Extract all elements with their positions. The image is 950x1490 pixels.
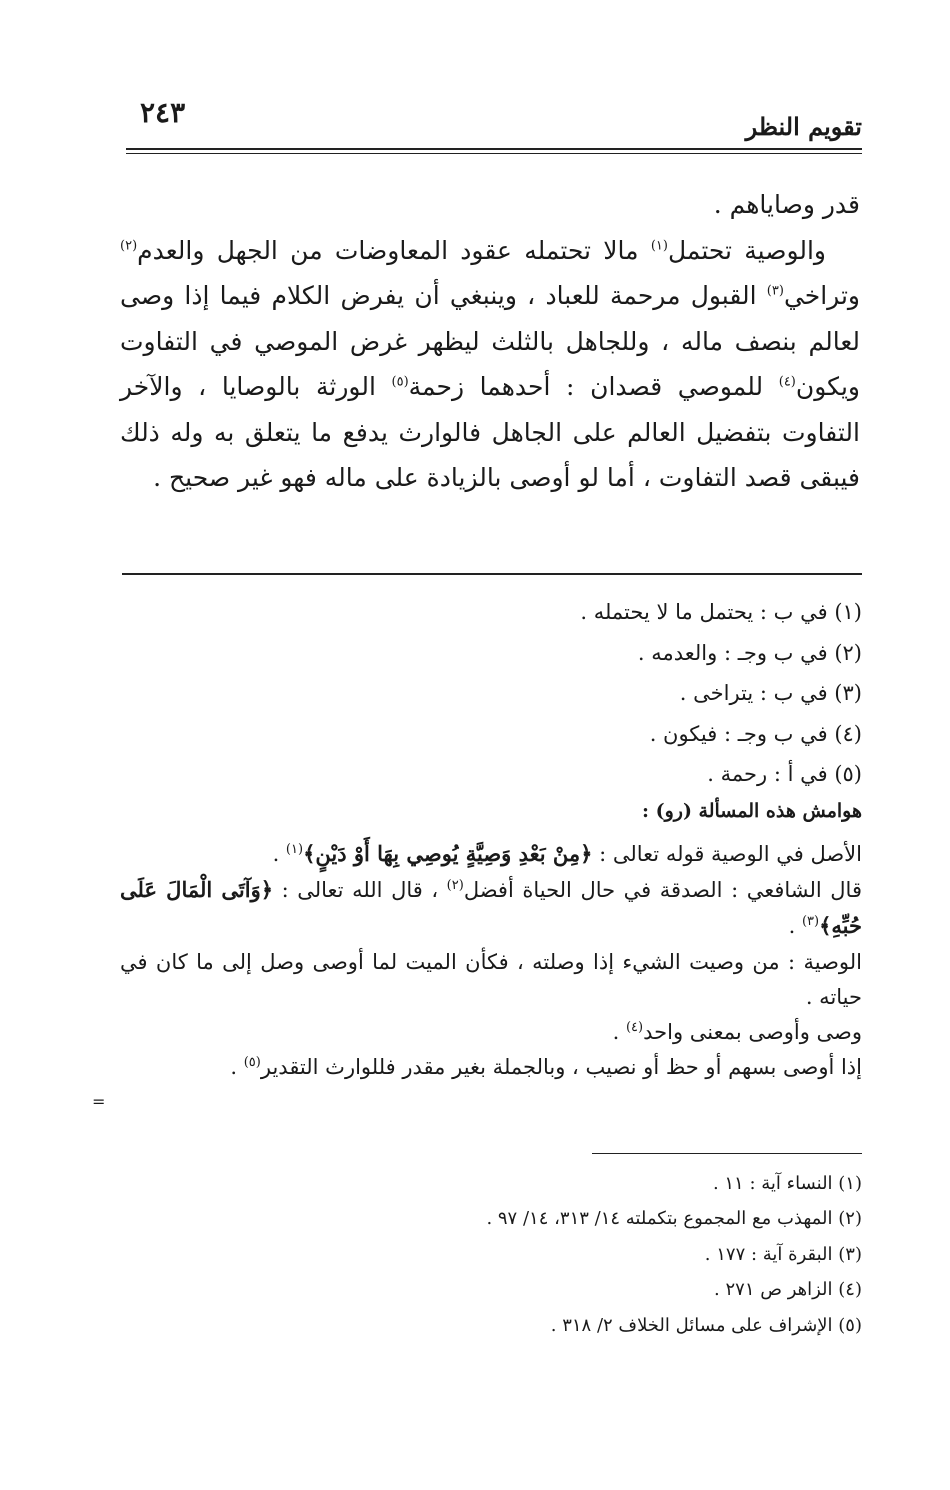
- text-run: للموصي قصدان : أحدهما زحمة: [408, 372, 779, 401]
- header-rule-thick: [126, 148, 862, 150]
- margin-line-4: [120, 1015, 862, 1050]
- footnote-5: (٥) في أ : رحمة .: [707, 762, 862, 787]
- footnote-ref: (٢): [120, 238, 138, 254]
- margin-notes-title: هوامش هذه المسألة (رو) :: [641, 800, 862, 822]
- margin-notes: [120, 836, 862, 1085]
- footnote-ref: (٤): [778, 374, 796, 390]
- sub-footnote-5: (٥) الإشراف على مسائل الخلاف ٢/ ٣١٨ .: [550, 1314, 862, 1336]
- text-run: مالا تحتمله عقود المعاوضات من الجهل والعدم: [137, 235, 651, 265]
- text-run: والوصية تحتمل: [667, 235, 826, 265]
- footnote-separator: [122, 573, 862, 575]
- quran-verse: ﴿وَآتَى الْمَالَ عَلَى حُبِّهِ﴾: [120, 877, 862, 939]
- main-text: [120, 182, 860, 501]
- header-rule-thin: [126, 153, 862, 154]
- page-number: ٢٤٣: [140, 96, 186, 129]
- footnote-3: (٣) في ب : يتراخى .: [679, 681, 862, 706]
- footnote-ref: (٥): [243, 1055, 261, 1071]
- text-run: .: [788, 914, 802, 939]
- paragraph-2: [120, 228, 860, 501]
- text-run: ، قال الله تعالى :: [273, 878, 447, 903]
- footnote-ref: (٥): [391, 374, 409, 390]
- text-run: قال الشافعي : الصدقة في حال الحياة أفضل: [463, 878, 862, 903]
- margin-line-5: [120, 1050, 862, 1085]
- margin-line-2: [120, 872, 862, 944]
- sub-footnote-1: (١) النساء آية : ١١ .: [712, 1173, 862, 1194]
- running-header-title: تقويم النظر: [745, 112, 862, 141]
- footnote-ref: (١): [650, 238, 668, 254]
- footnote-ref: (٣): [801, 914, 820, 930]
- side-mark: =: [92, 1092, 106, 1111]
- footnote-ref: (١): [285, 842, 304, 857]
- footnote-ref: (٣): [766, 283, 784, 299]
- text-run: وصى وأوصى بمعنى واحد: [643, 1020, 862, 1045]
- footnote-4: (٤) في ب وجـ : فيكون .: [649, 721, 862, 746]
- footnote-ref: (٤): [625, 1020, 644, 1036]
- margin-line-1: [120, 836, 862, 872]
- text-run: .: [272, 842, 286, 866]
- sub-footnote-separator: [592, 1153, 862, 1154]
- footnote-2: (٢) في ب وجـ : والعدمه .: [637, 640, 862, 665]
- text-run: وتراخي: [783, 281, 860, 310]
- sub-footnote-4: (٤) الزاهر ص ٢٧١ .: [714, 1279, 862, 1301]
- sub-footnotes: [122, 1166, 862, 1343]
- sub-footnote-3: (٣) البقرة آية : ١٧٧ .: [704, 1243, 862, 1265]
- paragraph-1: قدر وصاياهم .: [713, 190, 860, 219]
- footnote-1: (١) في ب : يحتمل ما لا يحتمله .: [580, 600, 862, 624]
- quran-verse: ﴿مِنْ بَعْدِ وَصِيَّةٍ يُوصِي بِهَا أَوْ دَيْنٍ﴾: [303, 841, 593, 866]
- text-run: إذا أوصى بسهم أو حظ أو نصيب ، وبالجملة بغير مقدر فللوارث التقدير: [260, 1055, 862, 1080]
- margin-line-3: الوصية : من وصيت الشيء إذا وصلته ، فكأن الميت لما أوصى وصل إلى ما كان في حياته .: [120, 949, 862, 1009]
- text-run: .: [230, 1055, 244, 1080]
- text-run: الأصل في الوصية قوله تعالى :: [592, 842, 862, 866]
- text-run: .: [612, 1020, 626, 1045]
- sub-footnote-2: (٢) المهذب مع المجموع بتكملته ١٤/ ٣١٣، ١٤/ ٩٧ .: [486, 1208, 862, 1230]
- text-run: القبول مرحمة للعباد ، وينبغي أن يفرض الكلام فيما إذا وصى لعالم بنصف ماله ، وللجاهل بالثلث ليظهر غرض الموصي في التفاوت ويكون: [120, 281, 860, 401]
- footnote-ref: (٢): [446, 878, 464, 894]
- footnotes: [122, 592, 862, 795]
- text-run: الورثة بالوصايا ، والآخر التفاوت بتفضيل العالم على الجاهل فالوارث يدفع ما يتعلق به وله ذلك فيبقى قصد التفاوت ، أما لو أوصى بالزيادة على ماله فهو غير صحيح .: [120, 372, 860, 492]
